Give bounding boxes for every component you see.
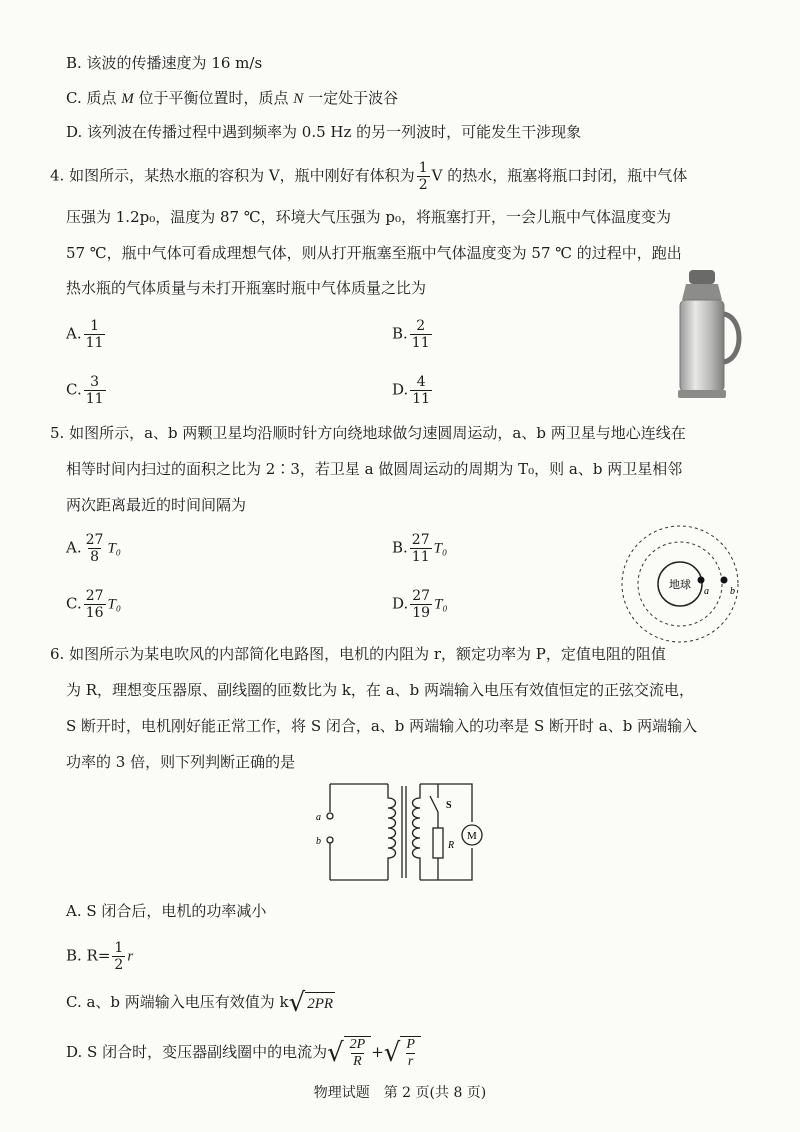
q5-option-d-den: 19 <box>412 605 431 621</box>
q5-option-d-num: 27 <box>412 588 431 604</box>
q4-option-d <box>392 374 434 407</box>
q3-option-c-pre: C. 质点 <box>66 89 122 107</box>
q4-option-c-den: 11 <box>85 391 104 407</box>
q5-option-c <box>66 588 121 621</box>
q4-option-c-num: 3 <box>90 374 100 390</box>
q5-option-c-frac <box>84 588 106 621</box>
earth-label: 地球 <box>669 579 691 591</box>
q4-stem-line1-pre: 4. 如图所示，某热水瓶的容积为 V，瓶中刚好有体积为 <box>50 166 415 185</box>
q4-option-b-label: B. <box>392 324 408 343</box>
terminal-a-label: a <box>316 812 321 823</box>
satellite-a <box>698 577 705 584</box>
page-footer: 物理试题 第 2 页(共 8 页) <box>313 1085 487 1101</box>
switch-s <box>430 796 438 812</box>
q4-option-b-num: 2 <box>416 318 426 334</box>
circuit-figure <box>308 772 504 888</box>
q3-option-d: D. 该列波在传播过程中遇到频率为 0.5 Hz 的另一列波时，可能发生干涉现象 <box>66 123 582 141</box>
q4-option-c-frac <box>84 374 106 407</box>
q4-stem-line2: 压强为 1.2p₀，温度为 87 ℃，环境大气压强为 p₀，将瓶塞打开，一会儿瓶中气体温度变为 <box>66 208 672 226</box>
resistor-r <box>433 828 443 858</box>
q4-option-d-den: 11 <box>412 391 431 407</box>
q5-option-d-tail: T₀ <box>434 596 448 613</box>
q4-half-fraction <box>417 160 430 193</box>
transformer-core <box>402 786 406 878</box>
q5-stem-line3: 两次距离最近的时间间隔为 <box>66 496 247 514</box>
q6-option-b-pre: B. R= <box>66 946 111 965</box>
q3-option-c-mid: 位于平衡位置时，质点 <box>133 89 294 107</box>
q4-option-a-label: A. <box>66 324 82 343</box>
q4-option-a-num: 1 <box>90 318 99 334</box>
q6-stem-line2: 为 R，理想变压器原、副线圈的匝数比为 k，在 a、b 两端输入电压有效值恒定的正弦交流电， <box>66 681 695 699</box>
q4-option-b-den: 11 <box>411 335 430 351</box>
q6-option-b-num: 1 <box>114 940 124 956</box>
q4-stem-line1-post: V 的热水，瓶塞将瓶口封闭，瓶中气体 <box>431 166 688 185</box>
primary-wire <box>330 784 388 880</box>
q5-option-a <box>66 532 121 565</box>
q6-option-b-den: 2 <box>114 957 124 973</box>
point-n: N <box>293 91 304 107</box>
q6-option-c-pre: C. a、b 两端输入电压有效值为 k <box>66 993 289 1011</box>
q5-option-c-label: C. <box>66 594 82 613</box>
q6-option-d-frac1-num: 2P <box>349 1037 366 1052</box>
q5-option-a-num: 27 <box>85 532 104 548</box>
q6-stem-line3: S 断开时，电机刚好能正常工作，将 S 闭合，a、b 两端输入的功率是 S 断开时 a、b 两端输入 <box>66 717 698 735</box>
q4-option-a-frac <box>84 318 106 351</box>
q5-option-b <box>392 532 447 565</box>
terminal-b-label: b <box>316 836 321 847</box>
q4-option-b <box>392 318 434 351</box>
q5-stem-line2: 相等时间内扫过的面积之比为 2∶3，若卫星 a 做圆周运动的周期为 T₀，则 a、b 两卫星相邻 <box>66 460 683 478</box>
q5-option-b-den: 11 <box>411 549 430 565</box>
point-m: M <box>121 91 134 107</box>
terminal-b <box>327 837 333 843</box>
q4-option-d-num: 4 <box>416 374 426 390</box>
q5-option-d-frac <box>410 588 432 621</box>
q4-stem-line3: 57 ℃，瓶中气体可看成理想气体，则从打开瓶塞至瓶中气体温度变为 57 ℃ 的过程中，跑出 <box>66 244 682 262</box>
q3-option-b: B. 该波的传播速度为 16 m/s <box>66 54 263 72</box>
sqrt-sign: √ <box>327 1038 344 1068</box>
satellite-a-label: a <box>704 586 709 597</box>
resistor-label: R <box>448 840 455 851</box>
q4-stem-line1 <box>50 160 687 193</box>
q5-option-a-label: A. <box>66 538 82 557</box>
q5-option-b-num: 27 <box>411 532 430 548</box>
q6-option-c <box>66 990 335 1016</box>
q5-option-c-den: 16 <box>85 605 104 621</box>
q5-stem-line1: 5. 如图所示，a、b 两颗卫星均沿顺时针方向绕地球做匀速圆周运动，a、b 两卫星与地心连线在 <box>50 424 686 442</box>
q5-option-d-label: D. <box>392 594 409 613</box>
q6-option-b-tail: r <box>127 948 134 965</box>
secondary-coil <box>413 784 421 880</box>
q3-option-c <box>66 87 398 110</box>
thermos-body <box>680 300 724 392</box>
thermos-neck <box>682 284 722 300</box>
q6-stem-line4: 功率的 3 倍，则下列判断正确的是 <box>66 753 296 771</box>
q4-option-c-label: C. <box>66 380 82 399</box>
q6-stem-line1: 6. 如图所示为某电吹风的内部简化电路图，电机的内阻为 r，额定功率为 P，定值电阻的阻值 <box>50 645 666 663</box>
primary-coil <box>388 784 396 880</box>
q6-option-b-frac <box>112 940 125 973</box>
q5-option-a-frac <box>84 532 106 565</box>
q6-option-a: A. S 闭合后，电机的功率减小 <box>66 902 267 920</box>
q6-option-d-pre: D. S 闭合时，变压器副线圈中的电流为 <box>66 1043 328 1061</box>
q5-option-b-frac <box>410 532 432 565</box>
q6-option-b <box>66 940 133 973</box>
terminal-a <box>327 813 333 819</box>
motor-label: M <box>467 830 477 842</box>
switch-label: S <box>446 800 452 811</box>
q5-option-d <box>392 588 448 621</box>
q6-option-d-frac2-den: r <box>407 1054 414 1069</box>
thermos-cap <box>689 270 715 284</box>
q5-option-a-den: 8 <box>90 549 99 565</box>
q6-option-d <box>66 1036 421 1070</box>
q4-option-c <box>66 374 108 407</box>
q6-option-c-radicand: 2PR <box>305 992 335 1015</box>
thermos-base <box>678 390 726 398</box>
q6-option-d-frac1 <box>348 1037 368 1070</box>
q6-option-d-sqrt1 <box>327 1036 371 1070</box>
q3-option-c-post: 一定处于波谷 <box>303 89 399 107</box>
q5-option-b-tail: T₀ <box>433 540 448 557</box>
sqrt-sign: √ <box>383 1038 401 1068</box>
q6-option-c-sqrt <box>289 990 335 1016</box>
q6-option-d-frac2 <box>404 1037 417 1070</box>
plus-sign: + <box>371 1043 384 1061</box>
q6-option-d-frac2-num: P <box>406 1037 415 1052</box>
q5-option-c-num: 27 <box>85 588 104 604</box>
q4-option-b-frac <box>410 318 432 351</box>
q6-option-d-frac1-den: R <box>353 1054 362 1069</box>
q4-half-num: 1 <box>418 160 428 176</box>
q4-stem-line4: 热水瓶的气体质量与未打开瓶塞时瓶中气体质量之比为 <box>66 279 427 297</box>
thermos-figure <box>672 266 750 406</box>
q4-half-den: 2 <box>418 177 428 193</box>
q4-option-d-frac <box>410 374 432 407</box>
thermos-handle <box>724 314 739 362</box>
satellite-b <box>721 577 728 584</box>
q4-option-a-den: 11 <box>85 335 104 351</box>
q5-option-a-tail: T₀ <box>107 540 121 557</box>
q4-option-d-label: D. <box>392 380 409 399</box>
sqrt-sign: √ <box>288 988 306 1018</box>
q6-option-d-sqrt2 <box>384 1036 421 1070</box>
orbit-figure <box>608 524 758 644</box>
q4-option-a <box>66 318 107 351</box>
q5-option-b-label: B. <box>392 538 408 557</box>
satellite-b-label: b <box>730 586 735 597</box>
q5-option-c-tail: T₀ <box>107 596 122 613</box>
